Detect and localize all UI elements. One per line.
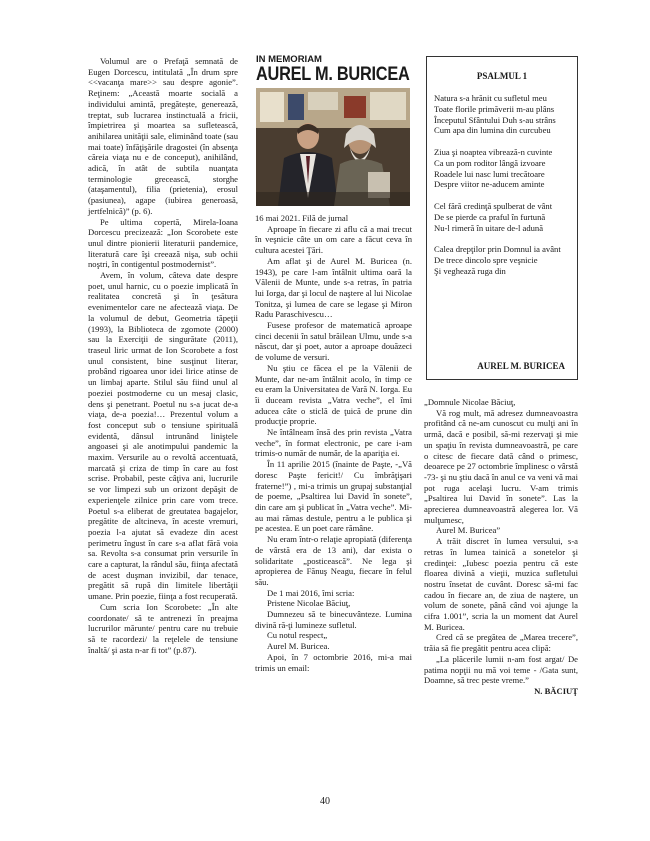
paragraph: Volumul are o Prefaţă semnată de Eugen Dorcescu, intitulată „În drum spre <<vacanţa mare>> sau despre agonie”. Reţinem: „Această moarte socială a individului amintă, pregătește, generează, treptat, sub lucrarea instinctuală a fricii, împietrirea şi moartea sa sufletească, anihilarea unităţii sale, eliminând toate (sau mai toate) înfăţişările dragostei (în absenţa căreia viaţa nu e de conceput), anihilând, adică, în atât de subtila nuanţata terminologie grecească, storghe (ataşamentul), filia (prietenia), erosul (pasiunea), agape (iubirea generoasă, jertfelnică)” (p. 6). <box>88 56 238 216</box>
poem-line: Ca un pom roditor lângă izvoare <box>434 157 546 168</box>
poem-text <box>434 93 574 277</box>
memoriam-label: IN MEMORIAM <box>256 54 322 65</box>
author-signature: N. BĂCIUŢ <box>534 685 578 696</box>
poem-line: De trece dincolo spre veşnicie <box>434 254 538 265</box>
paragraph: Pristene Nicolae Băciuţ, <box>267 598 351 609</box>
letter-salutation: „Domnule Nicolae Băciuţ, <box>424 397 516 407</box>
memoriam-title: AUREL M. BURICEA <box>256 64 410 85</box>
paragraph: Vă rog mult, mă adresez dumneavoastra profitând că ne-am cunoscut cu mulţi ani în urmă, dacă e posibil, să-mi rezervaţi şi mie un spaţiu în revista dumneavoastră, pe care o citesc de fiecare dată când o primesc, deoarece pe 27 octombrie împlinesc o vârstă -73- şi nu ştiu dacă în anul ce va veni vă mai pot ruga acelaşi lucru. V-am trimis „Psaltirea lui David în sonete”. Las la aprecierea dumneavoastră alegerea lor. Vă mulţumesc, <box>424 407 578 525</box>
poem-author: AUREL M. BURICEA <box>477 361 565 371</box>
poem-line: Începutul Sfântului Duh s-au strâns <box>434 114 556 125</box>
paragraph: Nu eram într-o relaţie apropiată (diferenţa de vârstă era de 13 ani), dar exista o solidaritate „posticească”. Ne lega şi apropierea de Fănuş Neagu, fiecare în felul său. <box>255 534 412 587</box>
poem-line: Calea drepţilor prin Domnul ia avânt <box>434 244 561 255</box>
poem-box <box>426 56 578 380</box>
paragraph: Aproape în fiecare zi aflu că a mai trecut în veşnicie câte un om care a făcut ceva în cultura acestei Ţări. <box>255 223 412 256</box>
paragraph: „La plăcerile lumii n-am fost argat/ De patima nopţii nu mă voi teme - /Gata sunt, Doamne, să trec peste vreme.” <box>424 653 578 686</box>
paragraph: A trăit discret în lumea versului, s-a retras în lumea tainică a sonetelor şi credinţei: „Iubesc poezia pentru că este floarea divină a vieţii, muzica sufletului nostru însetat de cuvânt. Doresc să-mi fac cadou în fiecare an, de ziua de naştere, un volum de sonete, până când voi ajunge la cifra 1.001”, scria la un moment dat Aurel M. Buricea. <box>424 536 578 632</box>
poem-title: PSALMUL 1 <box>476 71 528 81</box>
memoriam-column <box>255 213 412 673</box>
memoriam-header <box>256 54 412 84</box>
journal-date: 16 mai 2021. Filă de jurnal <box>255 213 349 223</box>
paragraph: Cred că se pregătea de „Marea trecere”, trăia să fie pregătit pentru acea clipă: <box>424 632 578 654</box>
paragraph: Nu ştiu ce făcea el pe la Vălenii de Munte, dar ne-am întâlnit acolo, în timp ce eu eram la Universitatea de Vară N. Iorga. Eu îi duceam revista „Vatra veche”, el îmi aducea câte o sticlă de ţuică de prune din producţie proprie. <box>255 362 412 427</box>
paragraph: De 1 mai 2016, îmi scria: <box>267 587 355 598</box>
poem-line: Cel fără credinţă spulberat de vânt <box>434 200 553 211</box>
paragraph: Am aflat şi de Aurel M. Buricea (n. 1943), pe care l-am întâlnit ultima oară la Vălenii de Munte, unde s-a retras, în patria lui Iorga, dar şi locul de naştere al lui Nicolae Tonitza, şi lumea de care se legase şi Miron Radu Paraschivescu… <box>255 255 412 320</box>
paragraph: Pe ultima copertă, Mirela-Ioana Dorcescu precizează: „Ion Scorobete este unul dintre pionierii literaturii pandemice, literatură care îşi creează nişa, sub ochii noştri, în contigentul postmodernist”. <box>88 216 238 270</box>
page-number: 40 <box>320 796 330 807</box>
paragraph: Aurel M. Buricea” <box>436 525 501 536</box>
paragraph: Avem, în volum, câteva date despre poet, unul harnic, cu o poezie implicată în realitatea concretă şi în ţesătura evenimentelor care ne afectează viaţa. De la volumul de debut, Geometria tăpeţii (1993), la Biblioteca de zgomote (2000) sau la Exerciţii de singurătate (2011), traseul liric urmat de Ion Scorobete a fost unul consistent, bine susţinut literar, probând rigoarea unor idei lirice atinse de un limbaj aparte. Stilul său fiind unul al poeziei postmoderne cu un mesaj clasic, dens şi penetrant. Poetul nu s-a jucat de-a viaţa, de-a poezia!… Prezentul volum a fost conceput sub o tensiune spirituală evidentă, dânsul intrunând liniştele angoasei şi ale anotimpului pandemic la maxim. Versurile au o revoltă accentuată, marcată şi criza de timp în care au fost scrise. Probabil, peste câţiva ani, lucrurile se vor limpezi sub un orizont depăşit de experienţele zilnice prin care vom trece. Poetul s-a eliberat de greutatea bagajelor, pregătite de altcineva, în aceste vremuri, poezia l-a ajutat să evadeze din acest perimetru îngust în care s-a aflat fără voia sa. Revolta s-a consumat prin versurile în care a capturat, la rândul său, fiinţa afectată de acest duşman invizibil, dar tenace, pregătit să rupă din limitele libertăţii umane. Prin poezie, fiinţa a fost recuperată. <box>88 270 238 602</box>
paragraph: Fusese profesor de matematică aproape cinci decenii în satul brăilean Ulmu, unde s-a născut, dar şi poet, autor a aproape douăzeci de volume de versuri. <box>255 320 412 363</box>
paragraph: Ne întâlneam însă des prin revista „Vatra veche”, în format electronic, pe care i-am trimis-o număr de număr, de la apariţia ei. <box>255 427 412 459</box>
memoriam-photo <box>256 88 410 206</box>
paragraph: Apoi, în 7 octombrie 2016, mi-a mai trimis un email: <box>255 651 412 673</box>
paragraph: Cu notul respect„ <box>267 630 328 641</box>
poem-line: Roadele lui nasc lumi trecătoare <box>434 168 545 179</box>
poem-line: Natura s-a hrănit cu sufletul meu <box>434 93 547 103</box>
review-column <box>88 56 238 655</box>
poem-line: Ziua şi noaptea vibrează-n cuvinte <box>434 146 553 157</box>
paragraph: Dumnezeu să te binecuvânteze. Lumina divină ră-ţi lumineze sufletul. <box>255 609 412 630</box>
poem-line: De se pierde ca praful în furtună <box>434 211 546 222</box>
letter-column <box>424 397 578 697</box>
paragraph: Cum scria Ion Scorobete: „În alte coordonate/ să te antrenezi în preajma lucrurilor mărunte/ pentru care nu trebuie să te racordezi/ la reţelele de tensiune înaltă/ şi asta n-ar fi tot” (p.87). <box>88 601 238 655</box>
poem-line: Nu-l rimeră în uitare de-l adună <box>434 222 544 233</box>
poem-line: Toate florile primăverii m-au plâns <box>434 103 555 114</box>
paragraph: În 11 aprilie 2015 (înainte de Paşte, -„Vă doresc Paşte fericit!/ Cu îmbrăţişari fraterne!”) , mi-a trimis un grupaj substanţial de poeme, „Psaltirea lui David în sonete”, din care am şi publicat în „Vatra veche”. Mi-au mai rămas destule, pentru a le publica şi pe acestea. E un poet care rămâne. <box>255 459 412 534</box>
paragraph: Aurel M. Buricea. <box>267 641 330 652</box>
poem-line: Şi veghează ruga din <box>434 265 506 276</box>
poem-line: Despre viitor ne-aducem aminte <box>434 179 545 190</box>
poem-line: Cum apa din lumina din curcubeu <box>434 125 551 136</box>
